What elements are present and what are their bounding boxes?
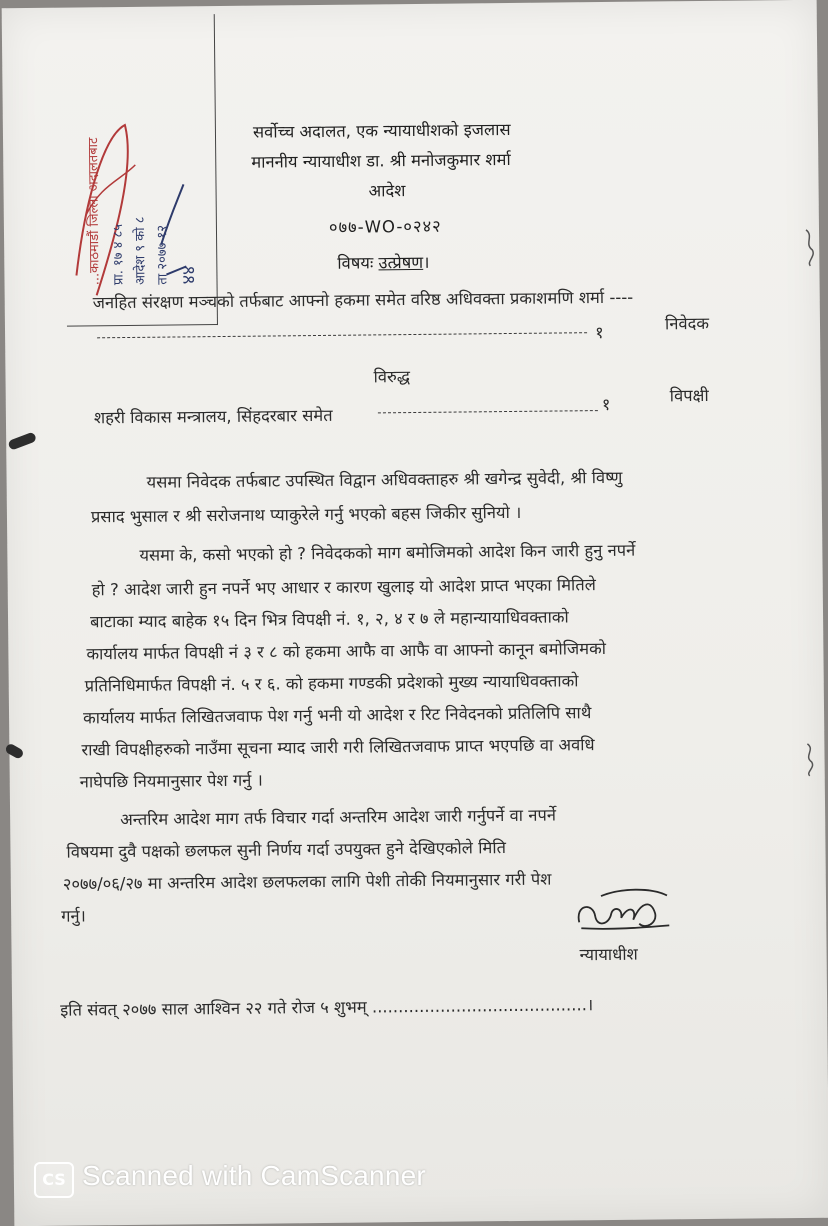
respondent-count: १ [601,394,611,415]
para-3-line-1: अन्तरिम आदेश माग तर्फ विचार गर्दा अन्तरिम आदेश जारी गर्नुपर्ने वा नपर्ने [120,805,557,830]
signature-title: न्यायाधीश [579,944,638,965]
edge-mark [801,740,819,780]
para-3-line-2: विषयमा दुवै पक्षको छलफल सुनी निर्णय गर्दा उपयुक्त हुने देखिएकोले मिति [66,838,507,862]
order-heading: आदेश [368,181,406,201]
para-1-line-2: प्रसाद भुसाल र श्री सरोजनाथ प्याकुरेले गर्नु भएको बहस जिकीर सुनियो । [90,502,522,527]
stamp-line-3: आदेश ९ को ८ [132,216,149,285]
camscanner-watermark: Scanned with CamScanner [82,1160,426,1191]
subject-line [337,250,429,274]
respondent-role: विपक्षी [669,385,709,406]
case-number: ०७७-WO-०२४२ [328,216,442,237]
para-2-line-3: बाटाका म्याद बाहेक १५ दिन भित्र विपक्षी नं. १, २, ४ र ७ ले महान्यायाधिवक्ताको [89,607,569,632]
registry-stamp [64,14,218,327]
judge-signature [571,883,682,936]
stamp-line-5: ४४ [178,265,200,285]
versus-label: विरुद्ध [373,367,411,387]
subject-label: विषयः [337,253,374,273]
stamp-line-4: ता २०७७ १२ [154,224,171,285]
stamp-line-1: ...काठमाडौं जिल्ला अदालतबाट [86,137,103,286]
punch-hole [7,432,37,451]
para-2-line-8: नाघेपछि नियमानुसार पेश गर्नु । [79,770,263,792]
para-2-line-5: प्रतिनिधिमार्फत विपक्षी नं. ५ र ६. को हकमा गण्डकी प्रदेशको मुख्य न्यायाधिवक्ताको [84,671,579,696]
subject-value: उत्प्रेषण [378,252,424,273]
para-2-line-6: कार्यालय मार्फत लिखितजवाफ पेश गर्नु भनी यो आदेश र रिट निवेदनको प्रतिलिपि साथै [82,703,592,728]
respondent-name: शहरी विकास मन्त्रालय, सिंहदरबार समेत [93,405,333,428]
para-2-line-4: कार्यालय मार्फत विपक्षी नं ३ र ८ को हकमा आफै वा आफै वा आफ्नो कानून बमोजिमको [86,639,607,664]
judge-name: माननीय न्यायाधीश डा. श्री मनोजकुमार शर्मा [251,149,511,172]
petitioner-role: निवेदक [664,313,710,334]
para-2-line-7: राखी विपक्षीहरुको नाउँमा सूचना म्याद जारी गरी लिखितजवाफ प्राप्त भएपछि वा अवधि [81,735,595,760]
date-line: इति संवत् २०७७ साल आश्विन २२ गते रोज ५ शुभम् .........................................। [60,995,594,1020]
court-name: सर्वोच्च अदालत, एक न्यायाधीशको इजलास [252,119,511,142]
para-2-line-1: यसमा के, कसो भएको हो ? निवेदकको माग बमोजिमको आदेश किन जारी हुनु नपर्ने [139,540,636,565]
stamp-line-2: प्रा. १७ ४ ८५ [110,223,127,286]
para-1-line-1: यसमा निवेदक तर्फबाट उपस्थित विद्वान अधिवक्ताहरु श्री खगेन्द्र सुवेदी, श्री विष्णु [146,467,623,492]
camscanner-logo: CS [34,1162,74,1198]
para-2-line-2: हो ? आदेश जारी हुन नपर्ने भए आधार र कारण खुलाइ यो आदेश प्राप्त भएका मितिले [91,575,596,600]
dotted-line [97,332,587,338]
subject-end: । [423,252,430,272]
para-3-line-4: गर्नु। [61,906,86,926]
petitioner-name: जनहित संरक्षण मञ्चको तर्फबाट आफ्नो हकमा समेत वरिष्ठ अधिवक्ता प्रकाशमणि शर्मा ---- [92,287,634,313]
para-3-line-3: २०७७/०६/२७ मा अन्तरिम आदेश छलफलका लागि पेशी तोकी नियमानुसार गरी पेश [62,869,552,894]
dotted-line [378,410,598,413]
petitioner-count: १ [594,323,604,343]
edge-mark [802,226,818,270]
punch-hole [4,742,25,760]
scanned-paper [2,0,828,1226]
